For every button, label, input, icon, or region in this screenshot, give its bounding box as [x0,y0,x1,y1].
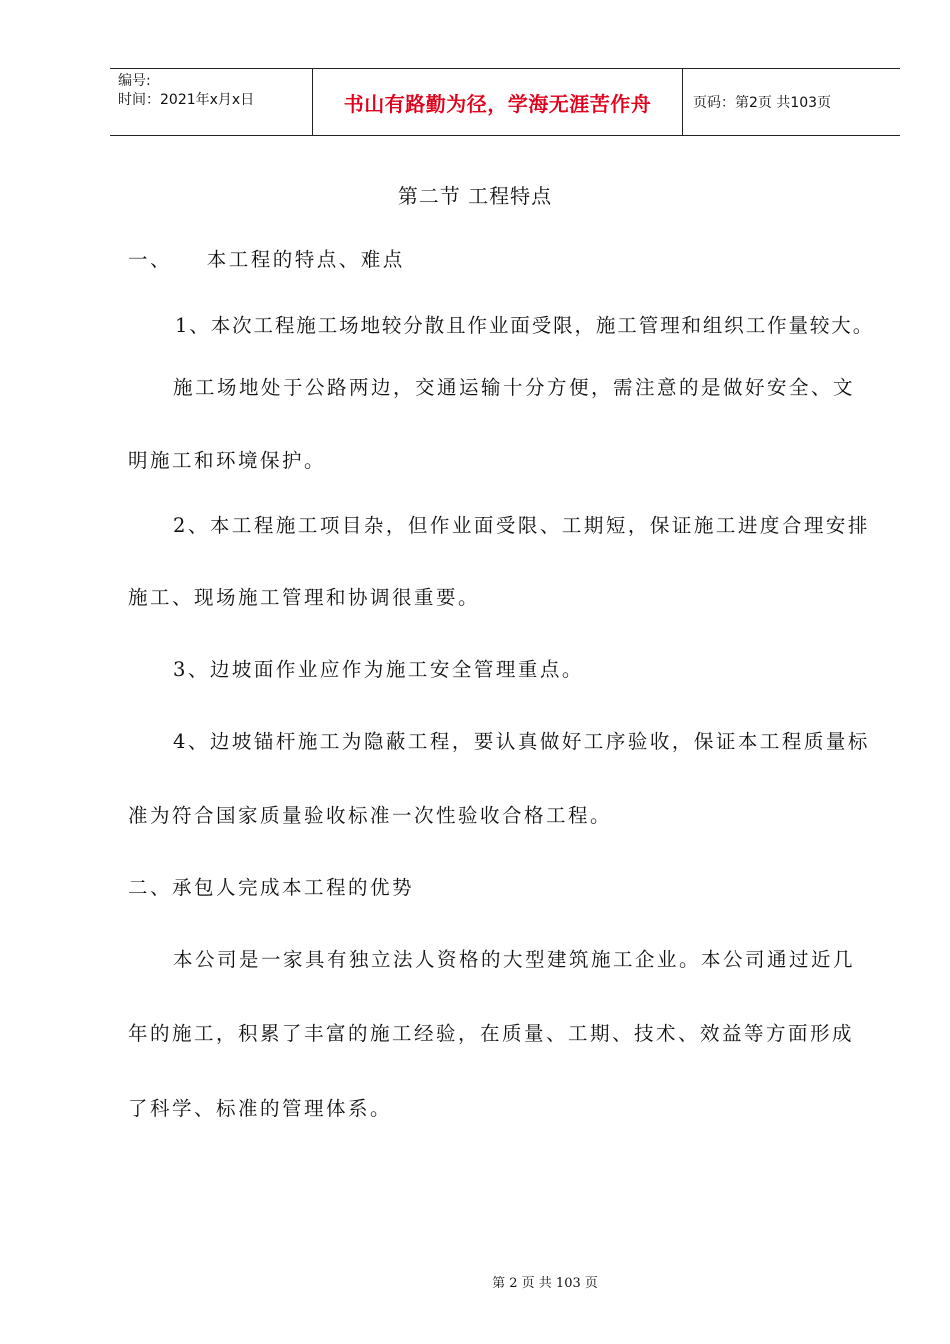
header-meta [110,69,313,135]
paragraph-2-line-1: 施工场地处于公路两边，交通运输十分方便，需注意的是做好安全、文 [173,376,856,399]
paragraph-6-line-1: 本公司是一家具有独立法人资格的大型建筑施工企业。本公司通过近几 [173,948,856,971]
paragraph-1: 1、本次工程施工场地较分散且作业面受限，施工管理和组织工作量较大。 [175,314,875,337]
paragraph-5-line-2: 准为符合国家质量验收标准一次性验收合格工程。 [128,804,613,827]
header-motto-cell [313,69,683,135]
heading-two: 二、承包人完成本工程的优势 [128,876,415,899]
footer-page-number: 第 2 页 共 103 页 [492,1276,598,1291]
document-date-label: 时间：2021年x月x日 [118,92,255,108]
section-title: 第二节 工程特点 [397,184,553,208]
page-footer [0,1272,950,1291]
document-header [110,68,900,136]
header-motto: 书山有路勤为径，学海无涯苦作舟 [343,91,652,116]
heading-one: 一、 本工程的特点、难点 [128,248,405,271]
paragraph-6-line-2: 年的施工，积累了丰富的施工经验，在质量、工期、技术、效益等方面形成 [128,1022,855,1045]
document-number-label: 编号: [118,73,151,89]
paragraph-3-line-2: 施工、现场施工管理和协调很重要。 [128,586,481,609]
paragraph-2-line-2: 明施工和环境保护。 [128,449,327,472]
paragraph-4: 3、边坡面作业应作为施工安全管理重点。 [173,658,584,681]
paragraph-5-line-1: 4、边坡锚杆施工为隐蔽工程，要认真做好工序验收，保证本工程质量标 [173,730,870,753]
paragraph-3-line-1: 2、本工程施工项目杂，但作业面受限、工期短，保证施工进度合理安排 [173,514,870,537]
paragraph-6-line-3: 了科学、标准的管理体系。 [128,1097,393,1120]
header-page-info: 页码：第2页 共103页 [693,95,832,111]
